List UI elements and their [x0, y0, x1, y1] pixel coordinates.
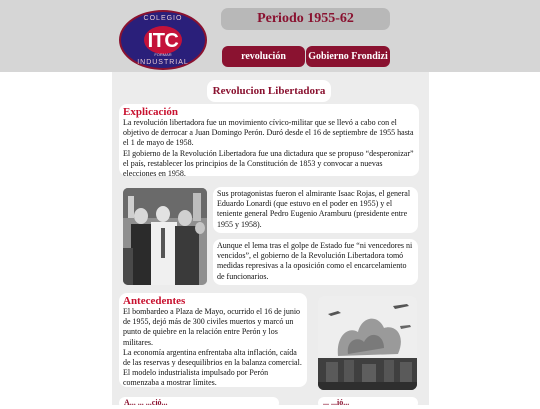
- protagonistas-card: [213, 187, 418, 233]
- bombing-photo: [318, 296, 417, 390]
- next-section-card-right: [318, 397, 418, 409]
- next-section-card-left: [119, 397, 279, 409]
- logo-arc-top-text: COLEGIO: [143, 15, 183, 22]
- protagonists-photo-image: [123, 188, 207, 285]
- bombing-photo-image: [318, 296, 417, 390]
- lema-card: [213, 239, 418, 285]
- logo-arc-bottom-text: INDUSTRIAL: [137, 59, 189, 66]
- logo-small-text: FORMAR: [154, 52, 172, 57]
- protagonistas-text: Sus protagonistas fueron el almirante Isaac Rojas, el general Eduardo Lonardi (que estuvo en el poder en 1955) y el teniente general Pedro Eugenio Aramburu (presidente entre 1955 y 1958).: [217, 189, 411, 229]
- section-title: Revolucion Libertadora: [207, 80, 331, 102]
- antecedentes-paragraph-1: El bombardeo a Plaza de Mayo, ocurrido el 16 de junio de 1955, dejó más de 300 civiles muertos y marcó un punto de quiebre en la relación entre Perón y los militares.: [123, 307, 301, 347]
- school-logo[interactable]: [119, 10, 207, 70]
- lema-text: Aunque el lema tras el golpe de Estado fue “ni vencedores ni vencidos”, el gobierno de la Revolución Libertadora tomó medidas represivas a la oposición como el encarcelamiento de funcionarios.: [217, 241, 413, 281]
- next-section-heading-right: ... ...ió...: [323, 398, 350, 407]
- explicacion-paragraph-1: La revolución libertadora fue un movimiento cívico-militar que se llevó a cabo con el objetivo de derrocar a Juan Domingo Perón. Duró desde el 16 de septiembre de 1955 hasta el 1 de mayo de 1958.: [123, 118, 414, 148]
- explicacion-card: [119, 104, 419, 179]
- nav-button-revolucion[interactable]: revolución: [222, 46, 305, 67]
- antecedentes-card: [119, 293, 307, 387]
- antecedentes-paragraph-2: La economía argentina enfrentaba alta inflación, caída de las reservas y desequilibrios en la balanza comercial. El modelo industrialista impulsado por Perón comenzaba a mostrar límites.: [123, 347, 302, 388]
- antecedentes-heading: Antecedentes: [123, 295, 186, 307]
- next-section-heading-left: A... ... ...ció...: [124, 398, 168, 407]
- header-bar: [0, 0, 540, 72]
- explicacion-heading: Explicación: [123, 106, 179, 118]
- explicacion-paragraph-2: El gobierno de la Revolución Libertadora fue una dictadura que se propuso “desperonizar” el país, restablecer los principios de la Constitución de 1853 y convocar a nuevas elecciones en 1958.: [123, 148, 414, 179]
- logo-main-text: ITC: [147, 30, 179, 52]
- period-title: Periodo 1955-62: [221, 8, 390, 30]
- protagonists-photo: [123, 188, 207, 285]
- nav-button-gobierno-frondizi[interactable]: Gobierno Frondizi: [306, 46, 390, 67]
